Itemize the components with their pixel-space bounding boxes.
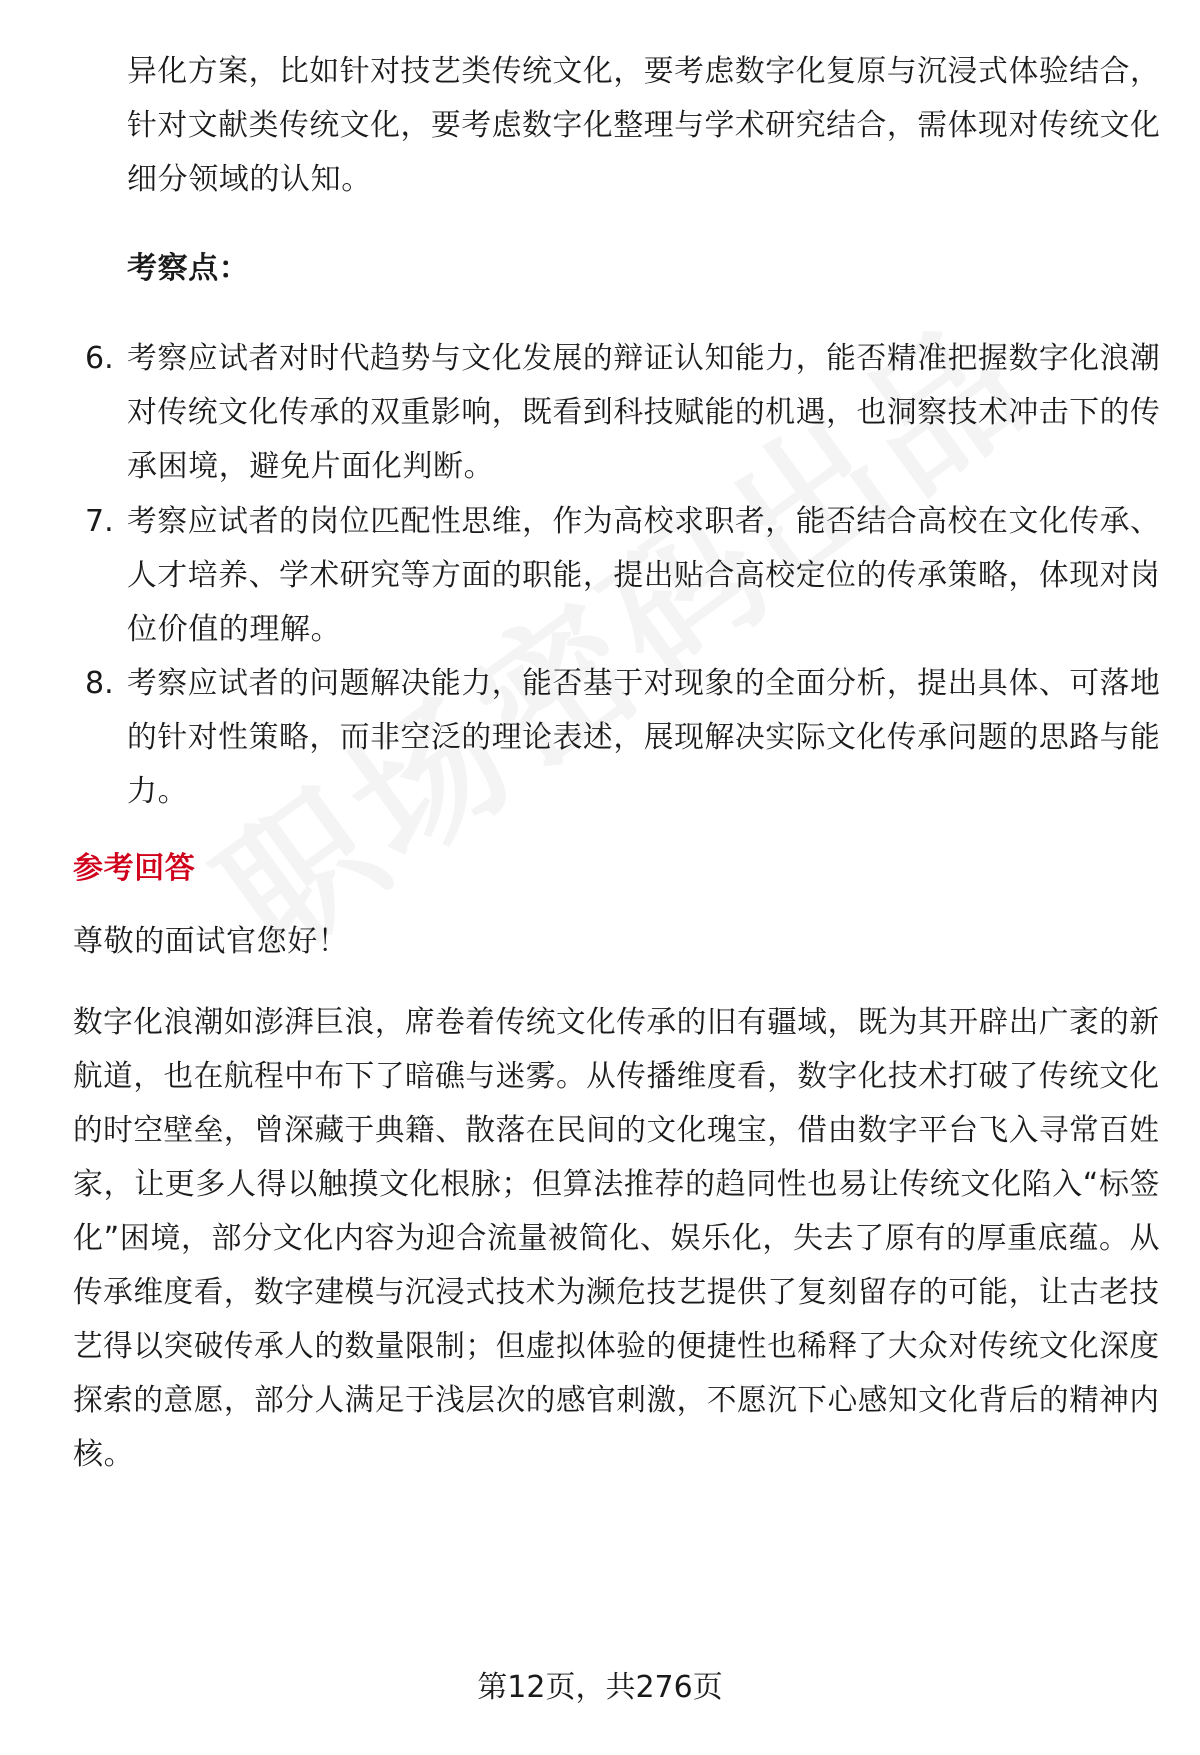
list-item-line: 人才培养、学术研究等方面的职能，提出贴合高校定位的传承策略，体现对岗 [127, 558, 1161, 593]
list-item-line: 位价值的理解。 [127, 612, 342, 647]
section-label: 考察点： [127, 251, 250, 286]
intro-line: 细分领域的认知。 [127, 162, 372, 197]
answer-line: 艺得以突破传承人的数量限制；但虚拟体验的便捷性也稀释了大众对传统文化深度 [73, 1329, 1160, 1364]
answer-line: 核。 [73, 1437, 135, 1472]
list-item-line: 考察应试者对时代趋势与文化发展的辩证认知能力，能否精准把握数字化浪潮 [127, 341, 1161, 376]
list-item-line: 的针对性策略，而非空泛的理论表述，展现解决实际文化传承问题的思路与能 [127, 720, 1161, 755]
list-number: 7. [85, 504, 114, 539]
answer-line: 家，让更多人得以触摸文化根脉；但算法推荐的趋同性也易让传统文化陷入“标签 [73, 1167, 1161, 1202]
answer-line: 传承维度看，数字建模与沉浸式技术为濒危技艺提供了复刻留存的可能，让古老技 [73, 1275, 1160, 1310]
answer-line: 的时空壁垒，曾深藏于典籍、散落在民间的文化瑰宝，借由数字平台飞入寻常百姓 [73, 1113, 1160, 1148]
list-item-line: 承困境，避免片面化判断。 [127, 449, 495, 484]
list-item-line: 力。 [127, 774, 189, 809]
intro-line: 异化方案，比如针对技艺类传统文化，要考虑数字化复原与沉浸式体验结合， [127, 54, 1161, 89]
list-item-line: 对传统文化传承的双重影响，既看到科技赋能的机遇，也洞察技术冲击下的传 [127, 395, 1161, 430]
answer-line: 航道，也在航程中布下了暗礁与迷雾。从传播维度看，数字化技术打破了传统文化 [73, 1059, 1160, 1094]
intro-line: 针对文献类传统文化，要考虑数字化整理与学术研究结合，需体现对传统文化 [127, 108, 1161, 143]
answer-line: 数字化浪潮如澎湃巨浪，席卷着传统文化传承的旧有疆域，既为其开辟出广袤的新 [73, 1005, 1160, 1040]
list-item-line: 考察应试者的问题解决能力，能否基于对现象的全面分析，提出具体、可落地 [127, 666, 1161, 701]
greeting: 尊敬的面试官您好！ [73, 924, 349, 959]
answer-heading: 参考回答 [73, 851, 196, 886]
page-footer: 第12页，共276页 [477, 1670, 723, 1705]
answer-line: 化”困境，部分文化内容为迎合流量被简化、娱乐化，失去了原有的厚重底蕴。从 [73, 1221, 1161, 1256]
answer-line: 探索的意愿，部分人满足于浅层次的感官刺激，不愿沉下心感知文化背后的精神内 [73, 1383, 1160, 1418]
list-item-line: 考察应试者的岗位匹配性思维，作为高校求职者，能否结合高校在文化传承、 [127, 504, 1161, 539]
list-number: 8. [85, 666, 114, 701]
list-number: 6. [85, 341, 114, 376]
